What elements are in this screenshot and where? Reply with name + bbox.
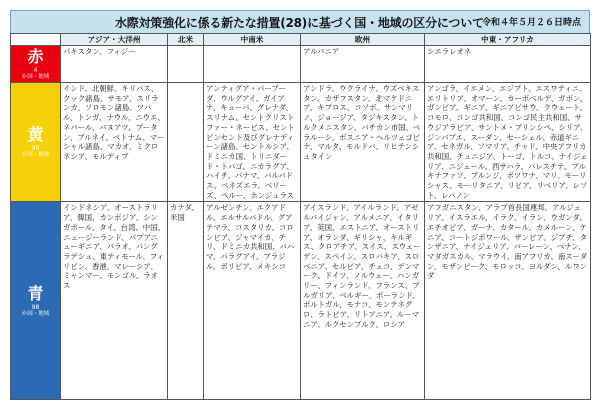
cell-yellow-europe: アンドラ、ウクライナ、ウズベキスタン、カザフスタン、北マケドニア、キプロス、コソボ、サンマリノ、ジョージア、タジキスタン、トルクメニスタン、バチカン市国、ベラルーシ、ボスニア・ヘルツェゴビナ、マルタ、モルドバ、リヒテンシュタイン: [301, 83, 425, 202]
level-label-blue: [11, 202, 61, 400]
cell-blue-europe: アイスランド、アイルランド、アゼルバイジャン、アルメニア、イタリア、英国、エストニア、オーストリア、オランダ、ギリシャ、キルギス、クロアチア、スイス、スウェーデン、スペイン、スロバキア、スロベニア、セルビア、チェコ、デンマーク、ドイツ、ノルウェー、ハンガリー、フィンランド、フランス、ブルガリア、ベルギー、ポーランド、ポルトガル、モナコ、モンテネグロ、ラトビア、リトアニア、ルーマニア、ルクセンブルク、ロシア: [301, 202, 425, 400]
cell-blue-asia-pacific: インドネシア、オーストラリア、韓国、カンボジア、シンガポール、タイ、台湾、中国、ニュージーランド、パプアニューギニア、パラオ、バングラデシュ、東ティモール、フィリピン、香港、マレーシア、ミャンマー、モンゴル、ラオス: [61, 202, 168, 400]
level-count: 4: [33, 67, 38, 74]
level-name: 赤: [27, 47, 44, 66]
cell-yellow-asia-pacific: インド、北朝鮮、キリバス、クック諸島、サモア、スリランカ、ソロモン諸島、ツバル、トンガ、ナウル、ニウエ、ネパール、バヌアツ、ブータン、ブルネイ、ベトナム、マーシャル諸島、マカオ、ミクロネシア、モルディブ: [61, 83, 168, 202]
cell-red-latin-america: [204, 46, 301, 83]
cell-yellow-middle-east-africa: アンゴラ、イエメン、エジプト、エスワティニ、エリトリア、オマーン、カーボベルデ、ガボン、ガンビア、ギニア、ギニアビサウ、クウェート、コモロ、コンゴ共和国、コンゴ民主共和国、サウジアラビア、サントメ・プリンシペ、シリア、ジンバブエ、スーダン、セーシェル、赤道ギニア、セネガル、ソマリア、チャド、中央アフリカ共和国、チュニジア、トーゴ、トルコ、ナイジェリア、ニジェール、西サハラ、パレスチナ、ブルキナファソ、ブルンジ、ボツワナ、マリ、モーリシャス、モーリタニア、リビア、リベリア、レソト、レバノン: [425, 83, 591, 202]
level-count: 99: [31, 145, 40, 153]
header-europe: 欧州: [301, 34, 425, 46]
header-north-america: 北米: [168, 34, 204, 46]
cell-red-asia-pacific: パキスタン、フィジー: [61, 46, 168, 83]
level-unit: か国・地域: [21, 74, 50, 80]
document-title: 水際対策強化に係る新たな措置(28)に基づく国・地域の区分について: [115, 16, 484, 30]
title-banner: [10, 10, 590, 34]
level-name: 青: [27, 283, 44, 303]
cell-blue-north-america: カナダ、米国: [168, 202, 204, 400]
header-middle-east-africa: 中東・アフリカ: [425, 34, 591, 46]
cell-blue-middle-east-africa: アフガニスタン、アラブ首長国連邦、アルジェリア、イスラエル、イラク、イラン、ウガンダ、エチオピア、ガーナ、カタール、カメルーン、ケニア、コートジボワール、ザンビア、ジブチ、タンザニア、ナイジェリア、バーレーン、ベナン、マダガスカル、マラウイ、南アフリカ、南スーダン、モザンビーク、モロッコ、ヨルダン、ルワンダ: [425, 202, 591, 400]
cell-red-middle-east-africa: シエラレオネ: [425, 46, 591, 83]
header-row: [11, 34, 591, 46]
level-unit: か国・地域: [21, 152, 50, 159]
level-unit: か国・地域: [21, 310, 50, 317]
header-corner: [11, 34, 61, 46]
header-latin-america: 中南米: [204, 34, 301, 46]
cell-red-europe: アルバニア: [301, 46, 425, 83]
level-name: 黄: [27, 125, 44, 145]
header-asia-pacific: アジア・大洋州: [61, 34, 168, 46]
level-count: 98: [31, 303, 40, 311]
table-row-red: [11, 46, 591, 83]
cell-red-north-america: [168, 46, 204, 83]
as-of-date: 令和４年５月２６日時点: [481, 18, 581, 28]
cell-blue-latin-america: アルゼンチン、エクアドル、エルサルバドル、グアテマラ、コスタリカ、コロンビア、ジャマイカ、チリ、ドミニカ共和国、バハマ、パラグアイ、ブラジル、ボリビア、メキシコ: [204, 202, 301, 400]
cell-yellow-north-america: [168, 83, 204, 202]
cell-yellow-latin-america: アンティグア・バーブーダ、ウルグアイ、ガイアナ、キューバ、グレナダ、スリナム、セントクリストファー・ネービス、セントビンセント及びグレナディーン諸島、セントルシア、ドミニカ国、トリニダード・トバゴ、ニカラグア、ハイチ、パナマ、バルバドス、ベネズエラ、ベリーズ、ペルー、ホンジュラス: [204, 83, 301, 202]
table-row-blue: [11, 202, 591, 400]
table-row-yellow: [11, 83, 591, 202]
level-label-red: [11, 46, 61, 83]
country-classification-table: [10, 33, 591, 400]
level-label-yellow: [11, 83, 61, 202]
